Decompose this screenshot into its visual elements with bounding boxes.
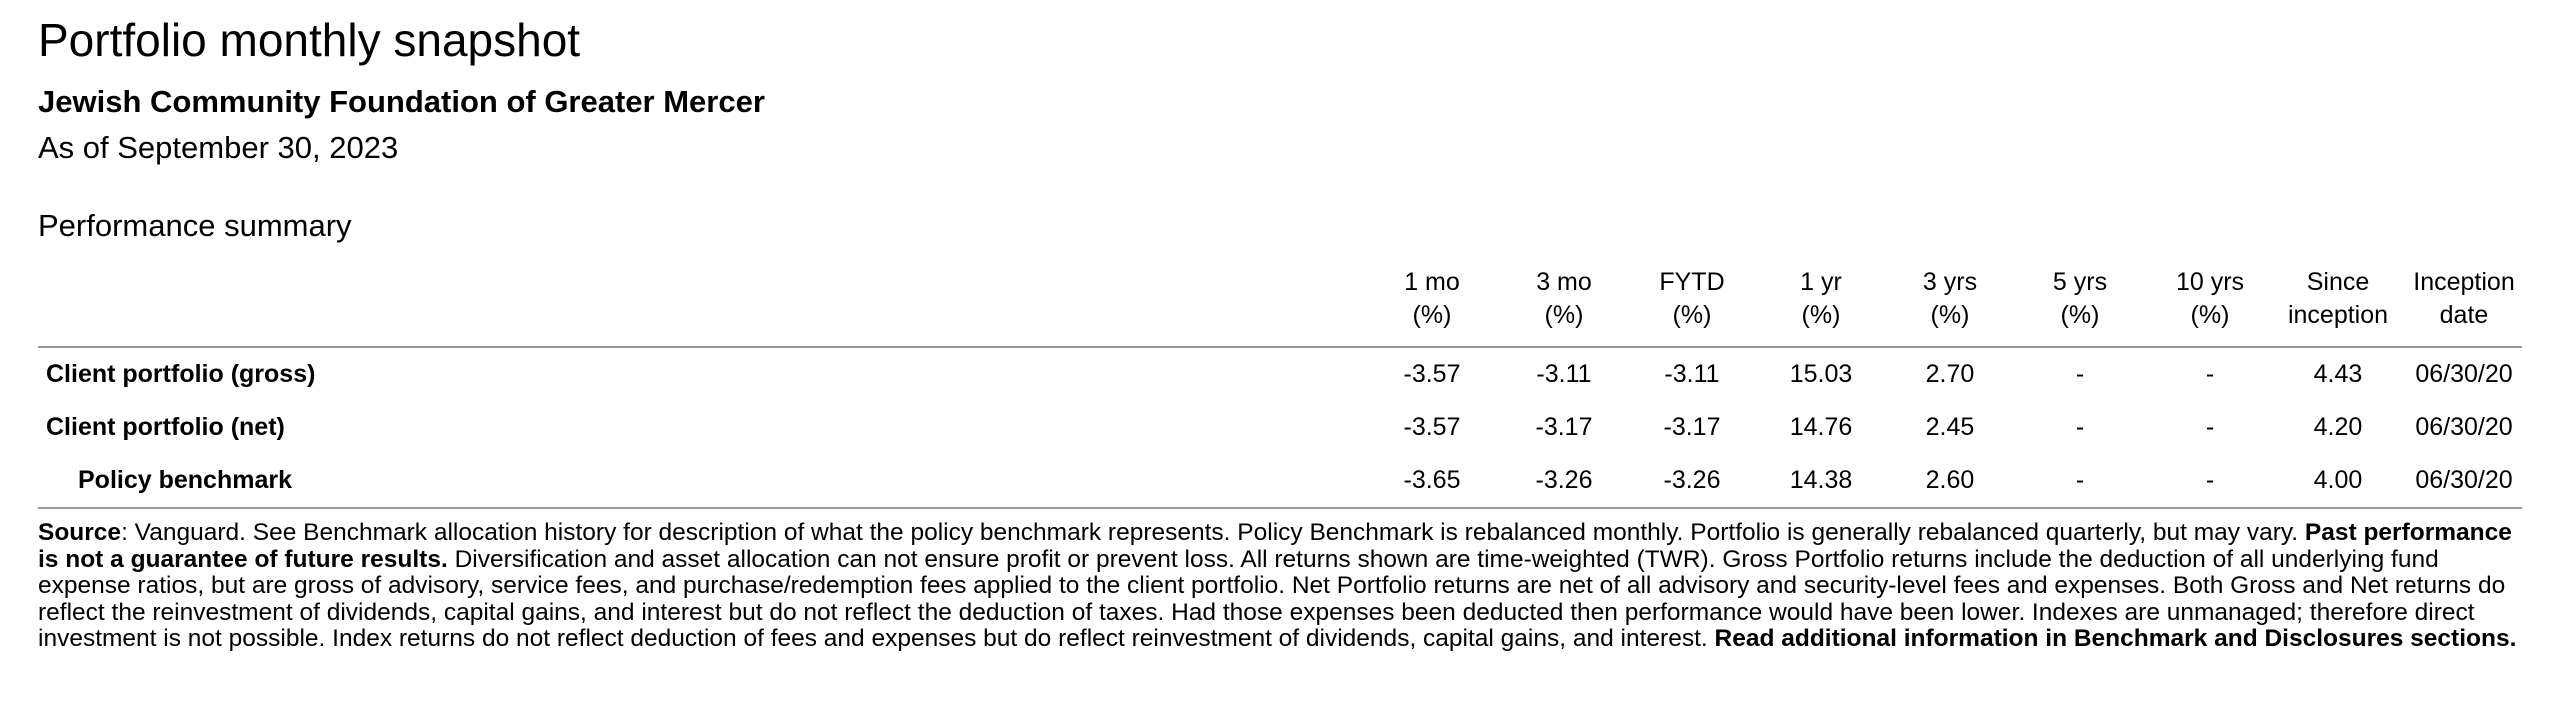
source-label: Source (38, 519, 122, 546)
table-cell: - (2075, 360, 2085, 388)
column-header-1-mo: 1 mo (%) (1404, 268, 1460, 329)
table-cell: 2.60 (1925, 466, 1975, 494)
table-cell: - (2205, 466, 2215, 494)
table-cell: -3.65 (1403, 466, 1461, 494)
performance-table (38, 266, 2522, 509)
row-label: Policy benchmark (78, 466, 292, 494)
table-cell: -3.17 (1663, 413, 1721, 441)
section-title: Performance summary (38, 208, 352, 243)
past-performance-warning: Past performance is not a guarantee of future results. (38, 519, 2512, 573)
table-cell: -3.11 (1536, 360, 1592, 388)
table-cell: - (2075, 413, 2085, 441)
table-cell: -3.57 (1403, 360, 1461, 388)
column-header-5-yrs: 5 yrs (%) (2052, 268, 2108, 329)
read-additional-note: Read additional information in Benchmark and Disclosures sections. (1714, 625, 2517, 652)
source-disclosure-note (38, 520, 2528, 653)
table-cell: 4.43 (2313, 360, 2363, 388)
table-cell: 14.76 (1789, 413, 1853, 441)
table-row-client-portfolio-gross (38, 348, 2522, 401)
column-header-inception-date: Inception date (2413, 268, 2515, 329)
disclosure-text: : Vanguard. See Benchmark allocation history for description of what the policy benchmark represents. Policy Benchmark is rebalanced monthly. Portfolio is generally rebalanced quarterly, but may vary. (121, 519, 2305, 546)
table-cell: 4.20 (2313, 413, 2363, 441)
table-cell: 2.45 (1925, 413, 1975, 441)
organization-name: Jewish Community Foundation of Greater Mercer (38, 84, 765, 119)
column-header-since-inception: Since inception (2287, 268, 2389, 329)
table-cell: 4.00 (2313, 466, 2363, 494)
as-of-date: As of September 30, 2023 (38, 130, 399, 165)
table-cell: 15.03 (1789, 360, 1853, 388)
disclosure-text: Diversification and asset allocation can not ensure profit or prevent loss. All returns shown are time-weighted (TWR). Gross Portfolio returns include the deduction of all underlying fund expense ratios, but are gross of advisory, service fees, and purchase/redemption fees applied to the client portfolio. Net Portfolio returns are net of all advisory and security-level fees and expenses. Both Gross and Net returns do reflect the reinvestment of dividends, capital gains, and interest but do not reflect the deduction of taxes. Had those expenses been deducted then performance would have been lower. Indexes are unmanaged; therefore direct investment is not possible. Index returns do not reflect deduction of fees and expenses but do reflect reinvestment of dividends, capital gains, and interest. (38, 545, 2506, 652)
table-cell: 06/30/20 (2415, 360, 2513, 388)
table-cell: - (2075, 466, 2085, 494)
column-header-3-yrs: 3 yrs (%) (1922, 268, 1978, 329)
row-label: Client portfolio (gross) (46, 360, 316, 388)
table-cell: -3.26 (1535, 466, 1593, 494)
table-cell: - (2205, 360, 2215, 388)
column-header-10-yrs: 10 yrs (%) (2175, 268, 2245, 329)
row-label: Client portfolio (net) (46, 413, 285, 441)
page-title: Portfolio monthly snapshot (38, 14, 581, 66)
table-cell: 06/30/20 (2415, 466, 2513, 494)
table-header-row (38, 266, 2522, 348)
column-header-fytd: FYTD (%) (1659, 268, 1725, 329)
column-header-3-mo: 3 mo (%) (1536, 268, 1592, 329)
column-header-1-yr: 1 yr (%) (1800, 268, 1842, 329)
table-cell: 14.38 (1789, 466, 1853, 494)
table-cell: -3.11 (1664, 360, 1720, 388)
table-cell: - (2205, 413, 2215, 441)
table-row-policy-benchmark (38, 454, 2522, 509)
table-cell: -3.26 (1663, 466, 1721, 494)
table-cell: -3.17 (1535, 413, 1593, 441)
table-cell: 2.70 (1925, 360, 1975, 388)
table-row-client-portfolio-net (38, 401, 2522, 454)
table-cell: -3.57 (1403, 413, 1461, 441)
table-cell: 06/30/20 (2415, 413, 2513, 441)
